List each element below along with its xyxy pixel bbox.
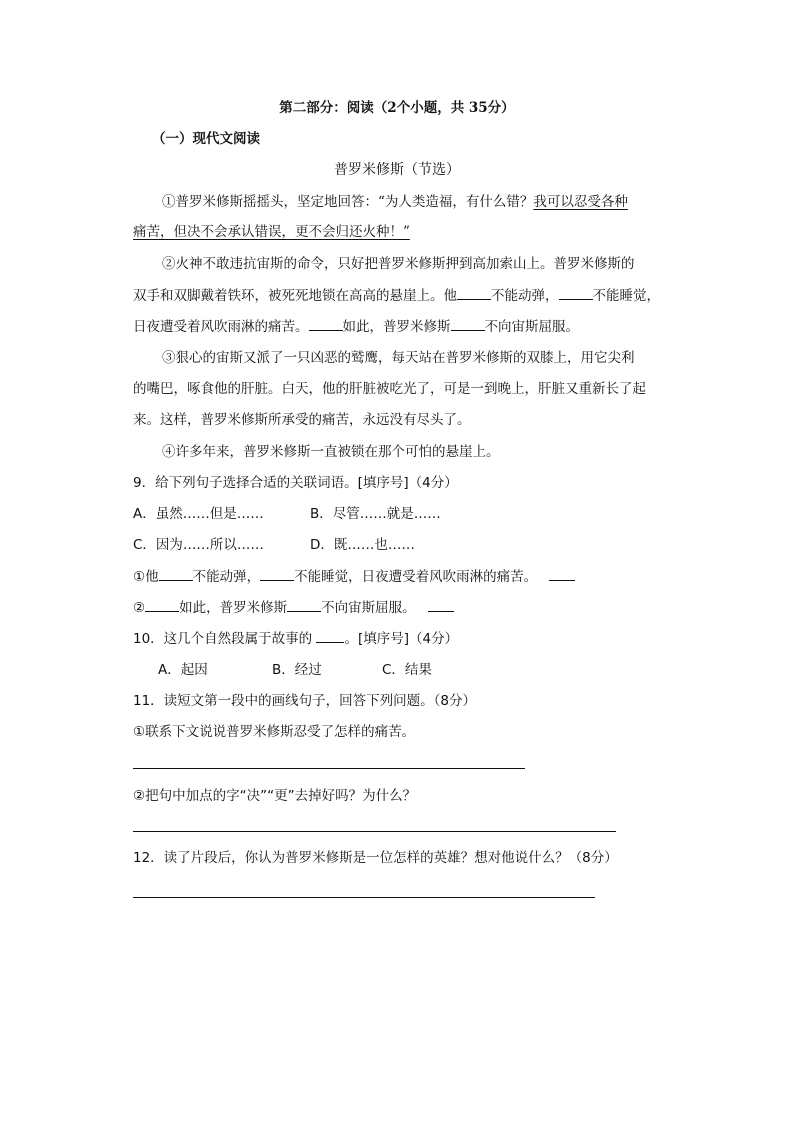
passage-p2-line3 <box>133 316 579 337</box>
answer-line[interactable] <box>133 897 595 898</box>
q12-stem: 12．读了片段后，你认为普罗米修斯是一位怎样的英雄？想对他说什么？（8分） <box>133 850 618 866</box>
q10-option-b: B．经过 <box>272 662 322 678</box>
q9-sentence-2 <box>133 597 454 618</box>
answer-blank[interactable] <box>316 628 344 643</box>
blank[interactable] <box>260 566 294 581</box>
q10-text: 10．这几个自然段属于故事的 <box>133 631 313 647</box>
blank[interactable] <box>159 566 193 581</box>
q10-text: 。[填序号]（4分） <box>344 631 459 647</box>
answer-blank[interactable] <box>549 566 575 581</box>
q10-stem <box>133 628 458 649</box>
p1-underlined-sentence: 我可以忍受各种 <box>533 194 628 210</box>
q9-stem: 9．给下列句子选择合适的关联词语。[填序号]（4分） <box>133 475 458 491</box>
answer-line[interactable] <box>133 831 616 832</box>
q10-option-c: C．结果 <box>382 662 432 678</box>
p2-text: 双手和双脚戴着铁环，被死死地锁在高高的悬崖上。他 <box>133 288 457 304</box>
blank[interactable] <box>457 285 491 300</box>
q11-stem: 11．读短文第一段中的画线句子，回答下列问题。（8分） <box>133 693 477 709</box>
part-title: 第二部分：阅读（2个小题，共 35分） <box>279 100 515 116</box>
q9-option-d: D．既……也…… <box>310 537 415 553</box>
q9-option-c: C．因为……所以…… <box>133 537 264 553</box>
passage-p3-line2: 的嘴巴，啄食他的肝脏。白天，他的肝脏被吃光了，可是一到晚上，肝脏又重新长了起 <box>133 381 646 397</box>
p2-text: 日夜遭受着风吹雨淋的痛苦。 <box>133 319 309 335</box>
passage-p4: ④许多年来，普罗米修斯一直被锁在那个可怕的悬崖上。 <box>162 444 500 460</box>
p2-text: 不能动弹， <box>491 288 559 304</box>
p2-text: 如此，普罗米修斯 <box>342 319 451 335</box>
passage-p3-line1: ③狠心的宙斯又派了一只凶恶的鹫鹰，每天站在普罗米修斯的双膝上，用它尖利 <box>162 350 635 366</box>
p2-text: 不能睡觉， <box>592 288 660 304</box>
q11-sub2: ②把句中加点的字“决”“更”去掉好吗？为什么？ <box>133 788 417 804</box>
section-heading: （一）现代文阅读 <box>152 131 260 147</box>
blank[interactable] <box>451 316 485 331</box>
passage-p3-line3: 来。这样，普罗米修斯所承受的痛苦，永远没有尽头了。 <box>133 412 471 428</box>
answer-line[interactable] <box>133 768 525 769</box>
blank[interactable] <box>309 316 343 331</box>
q10-option-a: A．起因 <box>158 662 208 678</box>
q9-sentence-1 <box>133 566 575 587</box>
passage-p1-line1 <box>162 192 628 212</box>
p1-text: ①普罗米修斯摇摇头，坚定地回答：“为人类造福，有什么错？ <box>162 194 534 210</box>
blank[interactable] <box>287 597 321 612</box>
blank[interactable] <box>559 285 593 300</box>
p2-text: 不向宙斯屈服。 <box>484 319 579 335</box>
blank[interactable] <box>145 597 179 612</box>
passage-title: 普罗米修斯（节选） <box>334 162 460 178</box>
q9-s1-text: 不能睡觉，日夜遭受着风吹雨淋的痛苦。 <box>294 569 538 585</box>
passage-p2-line2 <box>133 285 660 306</box>
q9-option-a: A．虽然……但是…… <box>133 506 264 522</box>
q9-s2-text: ② <box>133 600 146 616</box>
answer-blank[interactable] <box>428 597 454 612</box>
q9-s2-text: 不向宙斯屈服。 <box>321 600 416 616</box>
q9-option-b: B．尽管……就是…… <box>310 506 441 522</box>
passage-p1-line2: 痛苦，但决不会承认错误，更不会归还火种！” <box>133 224 410 240</box>
q11-sub1: ①联系下文说说普罗米修斯忍受了怎样的痛苦。 <box>133 724 416 740</box>
q9-s2-text: 如此，普罗米修斯 <box>179 600 288 616</box>
q9-s1-text: 不能动弹， <box>192 569 261 585</box>
q9-s1-text: ①他 <box>133 569 159 585</box>
passage-p2-line1: ②火神不敢违抗宙斯的命令，只好把普罗米修斯押到高加索山上。普罗米修斯的 <box>162 256 635 272</box>
